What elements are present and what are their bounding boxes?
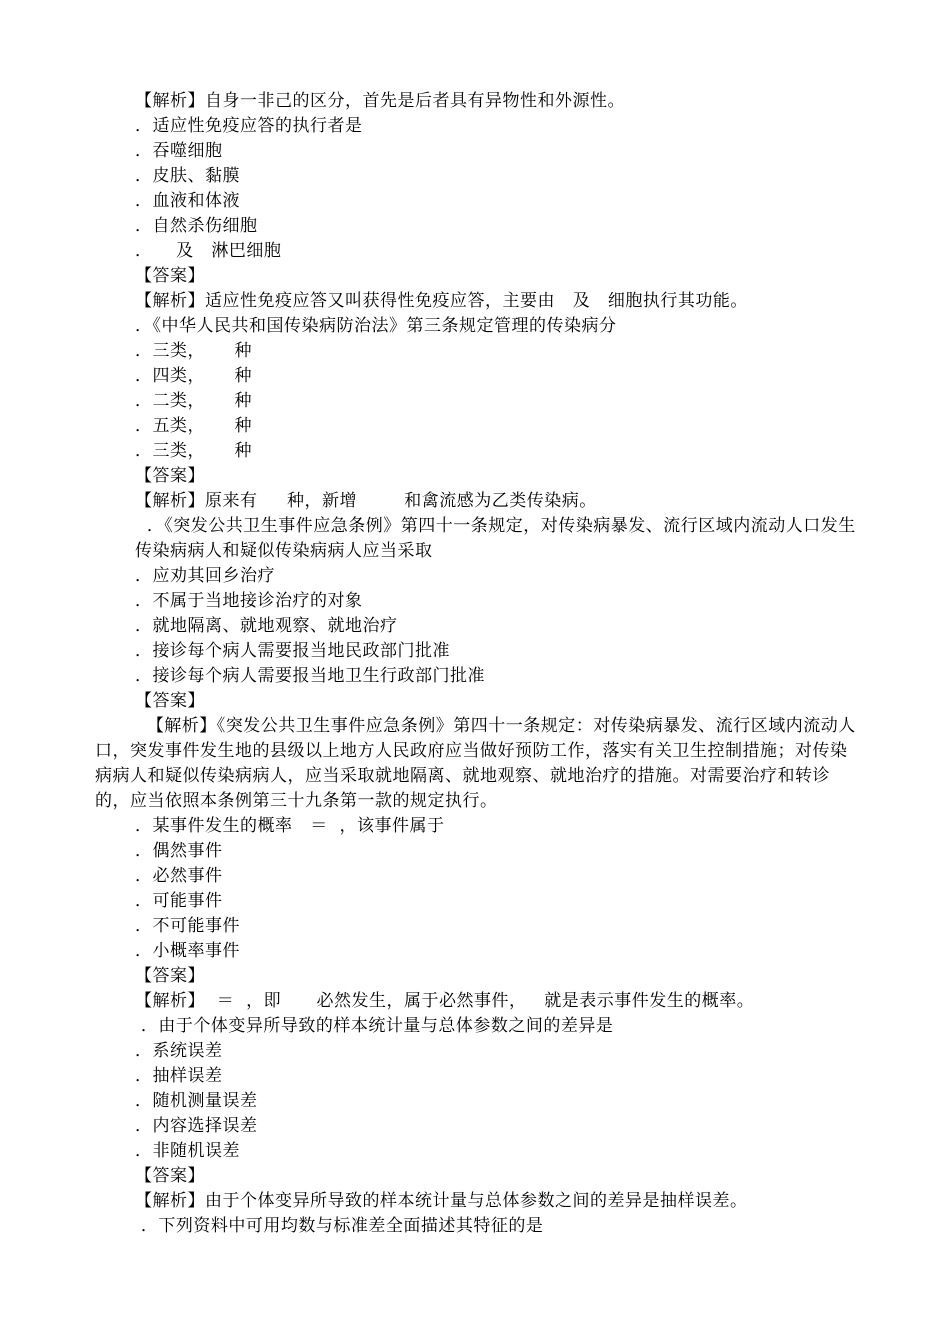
answer-label: 【答案】	[135, 1166, 205, 1186]
question-stem: ．下列资料中可用均数与标准差全面描述其特征的是	[135, 1216, 544, 1236]
answer-label: 【答案】	[135, 466, 205, 486]
option-line: ．血液和体液	[135, 191, 240, 211]
option-line: ．随机测量误差	[135, 1091, 258, 1111]
option-line: ．吞噬细胞	[135, 141, 223, 161]
option-line: ．就地隔离、就地观察、就地治疗	[135, 616, 398, 636]
question-stem: ．《突发公共卫生事件应急条例》第四十一条规定，对传染病暴发、流行区域内流动人口发生传染病病人和疑似传染病病人应当采取	[135, 516, 856, 561]
option-line: ．抽样误差	[135, 1066, 223, 1086]
option-line: ．三类， 种	[135, 441, 253, 461]
option-line: ．接诊每个病人需要报当地民政部门批准	[135, 641, 450, 661]
option-line: ．内容选择误差	[135, 1116, 258, 1136]
option-line: ．应劝其回乡治疗	[135, 566, 275, 586]
option-line: ．不属于当地接诊治疗的对象	[135, 591, 363, 611]
question-stem: ．《中华人民共和国传染病防治法》第三条规定管理的传染病分	[135, 316, 617, 336]
question-stem: ．适应性免疫应答的执行者是	[135, 116, 363, 136]
option-line: ．非随机误差	[135, 1141, 240, 1161]
option-line: ．系统误差	[135, 1041, 223, 1061]
option-line: ．偶然事件	[135, 841, 223, 861]
option-line: ．四类， 种	[135, 366, 253, 386]
option-line: ．小概率事件	[135, 941, 240, 961]
answer-label: 【答案】	[135, 691, 205, 711]
option-line: ． 及 淋巴细胞	[135, 241, 282, 261]
explanation-line: 【解析】 ＝ ，即 必然发生，属于必然事件， 就是表示事件发生的概率。	[135, 991, 755, 1011]
explanation-paragraph: 【解析】《突发公共卫生事件应急条例》第四十一条规定：对传染病暴发、流行区域内流动人口，突发事件发生地的县级以上地方人民政府应当做好预防工作，落实有关卫生控制措施；对传染病病人和疑似传染病病人，应当采取就地隔离、就地观察、就地治疗的措施。对需要治疗和转诊的，应当依照本条例第三十九条第一款的规定执行。	[95, 716, 856, 811]
option-line: ．皮肤、黏膜	[135, 166, 240, 186]
answer-label: 【答案】	[135, 966, 205, 986]
option-line: ．二类， 种	[135, 391, 253, 411]
option-line: ．五类， 种	[135, 416, 253, 436]
question-stem: ．由于个体变异所导致的样本统计量与总体参数之间的差异是	[135, 1016, 614, 1036]
answer-label: 【答案】	[135, 266, 205, 286]
option-line: ．可能事件	[135, 891, 223, 911]
explanation-line: 【解析】自身一非己的区分，首先是后者具有异物性和外源性。	[135, 91, 625, 111]
explanation-line: 【解析】原来有 种，新增 和禽流感为乙类传染病。	[135, 491, 597, 511]
option-line: ．接诊每个病人需要报当地卫生行政部门批准	[135, 666, 485, 686]
explanation-line: 【解析】适应性免疫应答又叫获得性免疫应答，主要由 及 细胞执行其功能。	[135, 291, 748, 311]
option-line: ．必然事件	[135, 866, 223, 886]
option-line: ．不可能事件	[135, 916, 240, 936]
explanation-line: 【解析】由于个体变异所导致的样本统计量与总体参数之间的差异是抽样误差。	[135, 1191, 748, 1211]
question-stem: ．某事件发生的概率 ＝ ，该事件属于	[135, 816, 445, 836]
option-line: ．三类， 种	[135, 341, 253, 361]
option-line: ．自然杀伤细胞	[135, 216, 258, 236]
